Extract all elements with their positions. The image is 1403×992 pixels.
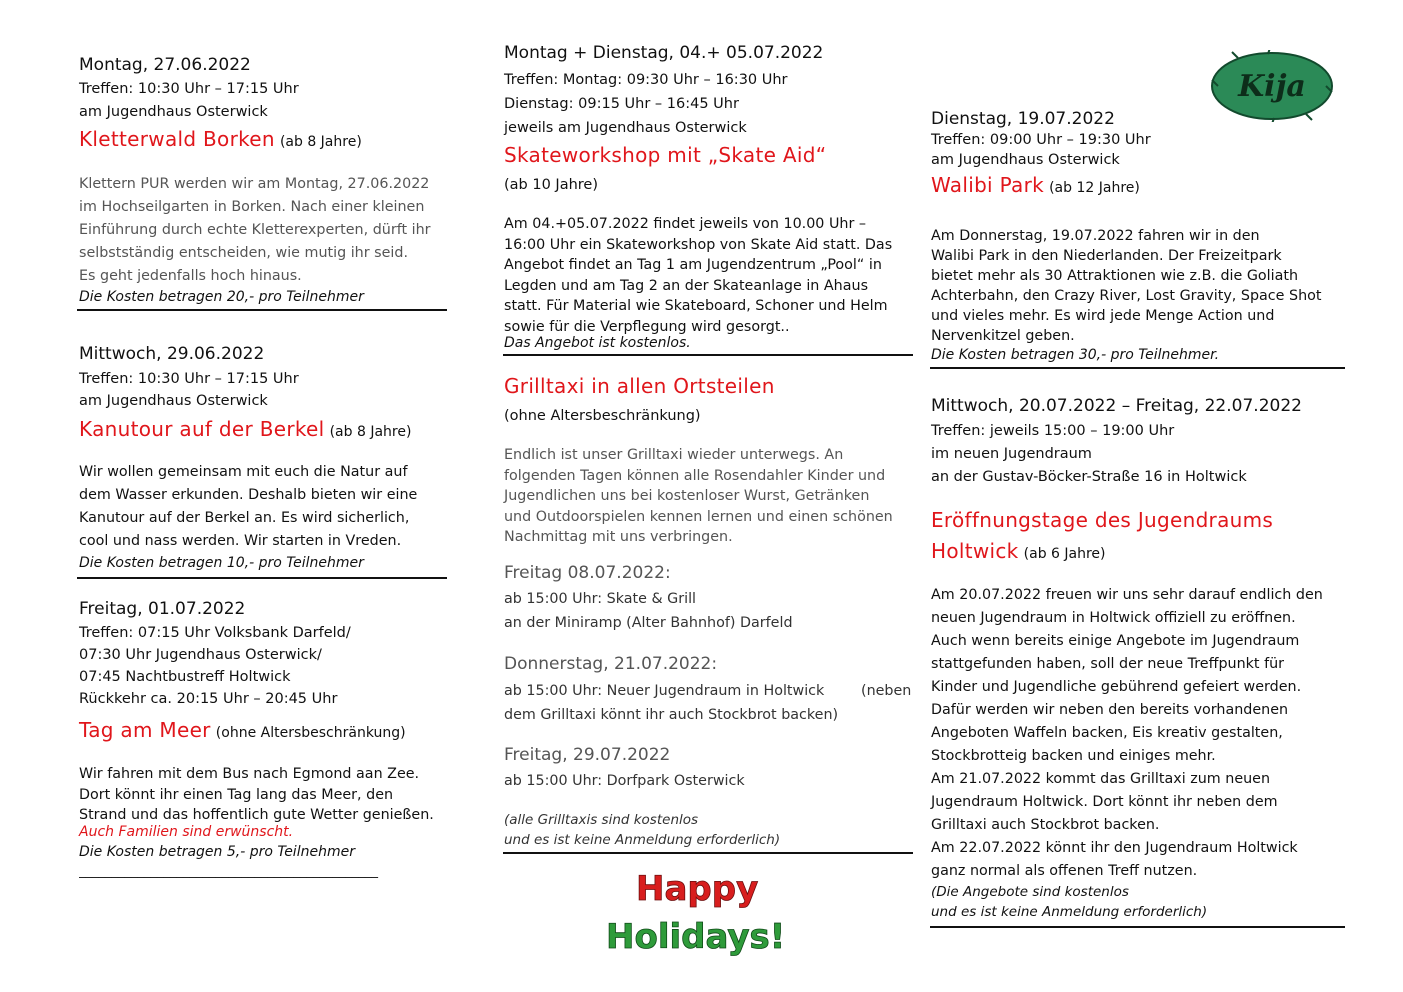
divider (930, 367, 1345, 369)
description-line: im Hochseilgarten in Borken. Nach einer kleinen (79, 199, 425, 215)
free-note: und es ist keine Anmeldung erforderlich) (931, 904, 1208, 920)
event-description (79, 461, 449, 553)
description-line: und Outdoorspielen kennen lernen und einen schönen (504, 508, 893, 525)
event-description (931, 584, 1346, 883)
description-line: Nachmittag mit uns verbringen. (504, 529, 733, 545)
description-line: 16:00 Uhr ein Skateworkshop von Skate Aid statt. Das (504, 236, 893, 253)
description-line: Grilltaxi auch Stockbrot backen. (931, 817, 1160, 833)
event-title: Skateworkshop mit „Skate Aid“ (504, 143, 827, 167)
description-line: dem Wasser erkunden. Deshalb bieten wir eine (79, 487, 418, 503)
age-limit: (ohne Altersbeschränkung) (215, 725, 406, 741)
event-title: Holtwick (931, 539, 1019, 563)
description-line: Wir fahren mit dem Bus nach Egmond aan Zee. (79, 766, 420, 782)
description-line: Kinder und Jugendliche gebührend gefeiert werden. (931, 679, 1302, 695)
age-limit: (ab 6 Jahre) (1023, 546, 1106, 562)
event-title: Kletterwald Borken (79, 127, 275, 151)
cost-note: Die Kosten betragen 30,- pro Teilnehmer. (931, 347, 1220, 363)
description-line: Jugendlichen uns bei kostenloser Wurst, Getränken (504, 488, 870, 504)
event-title: Kanutour auf der Berkel (79, 417, 325, 441)
grilltaxi-location: ab 15:00 Uhr: Neuer Jugendraum in Holtwick (504, 683, 825, 699)
event-date: Freitag, 01.07.2022 (79, 599, 246, 619)
grilltaxi-location: an der Miniramp (Alter Bahnhof) Darfeld (504, 615, 793, 631)
meeting-place: am Jugendhaus Osterwick (79, 393, 268, 409)
kija-logo (1208, 50, 1336, 122)
divider (77, 577, 447, 579)
event-date: Montag + Dienstag, 04.+ 05.07.2022 (504, 43, 824, 63)
meeting-line: Treffen: Montag: 09:30 Uhr – 16:30 Uhr (504, 72, 788, 88)
age-limit: (ab 12 Jahre) (1049, 180, 1140, 196)
meeting-line: Dienstag: 09:15 Uhr – 16:45 Uhr (504, 96, 739, 112)
description-line: und vieles mehr. Es wird jede Menge Action und (931, 308, 1275, 324)
description-line: Jugendraum Holtwick. Dort könnt ihr neben dem (931, 794, 1278, 810)
description-line: Es geht jedenfalls hoch hinaus. (79, 268, 302, 284)
description-line: Nervenkitzel geben. (931, 328, 1075, 344)
meeting-time: Treffen: 10:30 Uhr – 17:15 Uhr (79, 371, 299, 387)
grilltaxi-date: Freitag, 29.07.2022 (504, 745, 671, 765)
grilltaxi-date: Donnerstag, 21.07.2022: (504, 654, 718, 674)
event-description (79, 173, 449, 288)
description-line: Endlich ist unser Grilltaxi wieder unterwegs. An (504, 447, 844, 463)
grilltaxi-date: Freitag 08.07.2022: (504, 563, 671, 583)
meeting-line: Treffen: 07:15 Uhr Volksbank Darfeld/ (79, 625, 351, 641)
description-line: cool und nass werden. Wir starten in Vreden. (79, 533, 402, 549)
meeting-place: am Jugendhaus Osterwick (79, 104, 268, 120)
description-line: folgenden Tagen können alle Rosendahler Kinder und (504, 467, 886, 484)
divider (77, 309, 447, 311)
description-line: Klettern PUR werden wir am Montag, 27.06.2022 (79, 176, 430, 192)
description-line: Am 21.07.2022 kommt das Grilltaxi zum neuen (931, 771, 1271, 787)
description-line: Auch wenn bereits einige Angebote im Jugendraum (931, 633, 1300, 649)
age-limit: (ohne Altersbeschränkung) (504, 408, 701, 424)
description-line: ganz normal als offenen Treff nutzen. (931, 863, 1198, 879)
event-title: Eröffnungstage des Jugendraums (931, 508, 1274, 532)
grilltaxi-location: ab 15:00 Uhr: Dorfpark Osterwick (504, 773, 745, 789)
description-line: Dort könnt ihr einen Tag lang das Meer, den (79, 786, 394, 803)
happy-holidays-graphic (600, 862, 820, 962)
description-line: neuen Jugendraum in Holtwick offiziell zu eröffnen. (931, 610, 1296, 626)
happy-text: Happy (636, 869, 759, 909)
meeting-line: jeweils am Jugendhaus Osterwick (504, 120, 747, 136)
description-line: Legden und am Tag 2 an der Skateanlage in Ahaus (504, 277, 869, 294)
description-line: Angebot findet an Tag 1 am Jugendzentrum „Pool“ in (504, 257, 882, 273)
event-heading (931, 539, 1106, 563)
event-description (931, 226, 1346, 346)
description-line: Am 22.07.2022 könnt ihr den Jugendraum Holtwick (931, 840, 1298, 856)
description-line: Dafür werden wir neben den bereits vorhandenen (931, 702, 1289, 718)
logo-text: Kija (1238, 69, 1306, 104)
cost-note: Die Kosten betragen 20,- pro Teilnehmer (79, 289, 364, 305)
event-title: Tag am Meer (79, 718, 211, 742)
meeting-details (504, 68, 788, 140)
age-limit: (ab 10 Jahre) (504, 177, 598, 193)
age-limit: (ab 8 Jahre) (329, 424, 412, 440)
meeting-details (931, 420, 1247, 489)
description-line: bietet mehr als 30 Attraktionen wie z.B. die Goliath (931, 268, 1299, 284)
event-heading (79, 127, 362, 151)
description-line: Einführung durch echte Kletterexperten, dürft ihr (79, 222, 431, 238)
description-line: Walibi Park in den Niederlanden. Der Freizeitpark (931, 248, 1282, 264)
event-title: Walibi Park (931, 173, 1044, 197)
description-line: Kanutour auf der Berkel an. Es wird sicherlich, (79, 510, 410, 526)
description-line: Am Donnerstag, 19.07.2022 fahren wir in den (931, 228, 1260, 244)
family-note: Auch Familien sind erwünscht. (79, 824, 294, 840)
meeting-line: Rückkehr ca. 20:15 Uhr – 20:45 Uhr (79, 691, 338, 707)
description-line: statt. Für Material wie Skateboard, Schoner und Helm (504, 298, 888, 314)
event-heading (931, 173, 1140, 197)
event-date: Mittwoch, 20.07.2022 – Freitag, 22.07.2022 (931, 396, 1302, 416)
event-description (504, 445, 914, 548)
event-description (504, 214, 914, 337)
age-limit: (ab 8 Jahre) (279, 134, 362, 150)
meeting-line: an der Gustav-Böcker-Straße 16 in Holtwick (931, 469, 1247, 485)
divider (503, 852, 913, 854)
meeting-line: 07:45 Nachtbustreff Holtwick (79, 669, 291, 685)
description-line: Wir wollen gemeinsam mit euch die Natur auf (79, 464, 408, 480)
description-line: selbstständig entscheiden, wie mutig ihr seid. (79, 245, 408, 261)
grilltaxi-location: ab 15:00 Uhr: Skate & Grill (504, 591, 697, 607)
event-heading (79, 718, 406, 742)
cost-note: Die Kosten betragen 5,- pro Teilnehmer (79, 844, 355, 860)
event-date: Dienstag, 19.07.2022 (931, 109, 1115, 129)
free-note: (alle Grilltaxis sind kostenlos (504, 812, 699, 828)
description-line: Stockbrotteig backen und einiges mehr. (931, 748, 1216, 764)
meeting-time: Treffen: 09:00 Uhr – 19:30 Uhr (931, 132, 1151, 148)
event-date: Mittwoch, 29.06.2022 (79, 344, 265, 364)
description-line: sowie für die Verpflegung wird gesorgt.. (504, 318, 790, 335)
meeting-line: 07:30 Uhr Jugendhaus Osterwick/ (79, 647, 322, 663)
free-note: und es ist keine Anmeldung erforderlich) (504, 832, 781, 848)
description-line: Angeboten Waffeln backen, Eis kreativ gestalten, (931, 725, 1283, 741)
meeting-time: Treffen: 10:30 Uhr – 17:15 Uhr (79, 81, 299, 97)
meeting-line: Treffen: jeweils 15:00 – 19:00 Uhr (931, 423, 1175, 439)
holidays-text: Holidays! (606, 917, 786, 957)
free-note: (Die Angebote sind kostenlos (931, 884, 1129, 900)
divider (930, 926, 1345, 928)
event-title: Grilltaxi in allen Ortsteilen (504, 374, 775, 398)
meeting-place: am Jugendhaus Osterwick (931, 152, 1120, 168)
meeting-details (79, 622, 351, 710)
event-description (79, 764, 449, 826)
dashed-divider: ______________________________________________ (79, 864, 378, 879)
event-heading (79, 417, 411, 441)
cost-note: Die Kosten betragen 10,- pro Teilnehmer (79, 555, 364, 571)
cost-note: Das Angebot ist kostenlos. (504, 335, 691, 351)
divider (503, 354, 913, 356)
meeting-line: im neuen Jugendraum (931, 446, 1092, 462)
grilltaxi-location: dem Grilltaxi könnt ihr auch Stockbrot backen) (504, 707, 839, 723)
description-line: stattgefunden haben, soll der neue Treffpunkt für (931, 656, 1285, 672)
description-line: Achterbahn, den Crazy River, Lost Gravity, Space Shot (931, 288, 1322, 304)
description-line: Am 04.+05.07.2022 findet jeweils von 10.00 Uhr – (504, 216, 867, 232)
description-line: Strand und das hoffentlich gute Wetter genießen. (79, 807, 434, 823)
description-line: Am 20.07.2022 freuen wir uns sehr darauf endlich den (931, 587, 1323, 603)
grilltaxi-location: (neben (861, 683, 912, 699)
event-date: Montag, 27.06.2022 (79, 55, 251, 75)
